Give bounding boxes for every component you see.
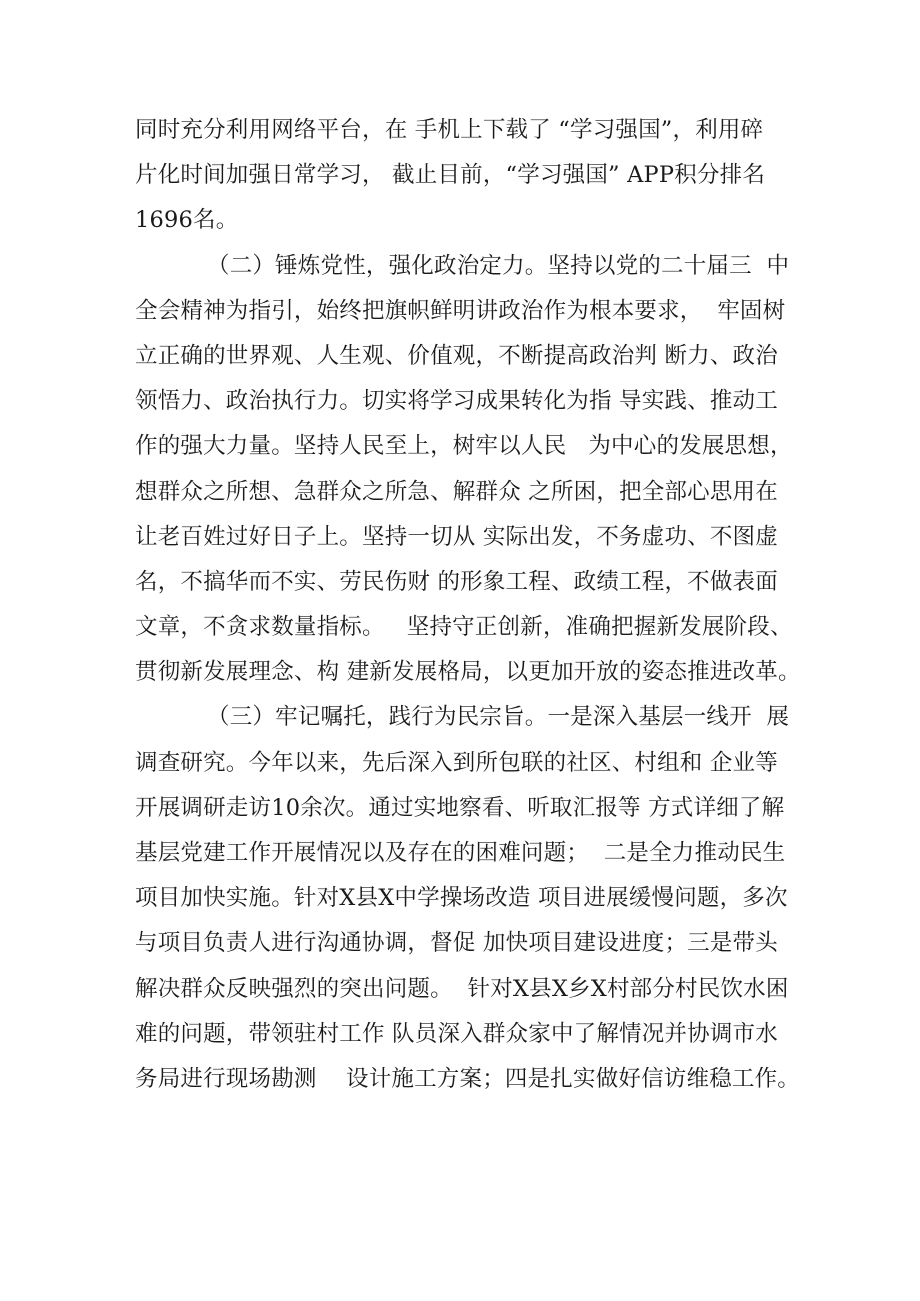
text-line: 项目加快实施。针对X县X中学操场改造 项目进展缓慢问题，多次 (135, 885, 788, 912)
text-line: 立正确的世界观、人生观、价值观，不断提高政治判 断力、政治 (135, 342, 778, 369)
text-line: 贯彻新发展理念、构 建新发展格局，以更加开放的姿态推进改革。 (135, 659, 801, 686)
text-line: 与项目负责人进行沟通协调，督促 加快项目建设进度；三是带头 (135, 930, 778, 957)
text-line: 名，不搞华而不实、劳民伤财 的形象工程、政绩工程，不做表面 (135, 568, 778, 595)
section-heading-line: （二）锤炼党性，强化政治定力。坚持以党的二十届三 中 (207, 252, 790, 279)
text-line: 开展调研走访10余次。通过实地察看、听取汇报等 方式详细了解 (135, 794, 785, 821)
text-line: 务局进行现场勘测 设计施工方案；四是扎实做好信访维稳工作。 (135, 1065, 801, 1092)
text-line: 作的强大力量。坚持人民至上，树牢以人民 为中心的发展思想， (135, 433, 793, 460)
text-line: 基层党建工作开展情况以及存在的困难问题； 二是全力推动民生 (135, 840, 786, 866)
body-text (135, 108, 825, 1102)
text-line: 领悟力、政治执行力。切实将学习成果转化为指 导实践、推动工 (135, 388, 778, 415)
text-line: 让老百姓过好日子上。坚持一切从 实际出发，不务虚功、不图虚 (135, 523, 778, 550)
text-line: 片化时间加强日常学习， 截止目前，“学习强国” APP积分排名 (135, 162, 766, 189)
text-line: 解决群众反映强烈的突出问题。 针对X县X乡X村部分村民饮水困 (135, 975, 789, 1002)
text-line: 文章，不贪求数量指标。 坚持守正创新，准确把握新发展阶段、 (135, 614, 793, 641)
text-line: 想群众之所想、急群众之所急、解群众 之所困，把全部心思用在 (135, 478, 778, 505)
text-line: 调查研究。今年以来，先后深入到所包联的社区、村组和 企业等 (135, 749, 778, 776)
text-line: 1696名。 (135, 207, 239, 234)
text-line: 难的问题，带领驻村工作 队员深入群众家中了解情况并协调市水 (135, 1020, 778, 1047)
section-heading-line: （三）牢记嘱托，践行为民宗旨。一是深入基层一线开 展 (207, 704, 790, 731)
text-line: 全会精神为指引，始终把旗帜鲜明讲政治作为根本要求， 牢固树 (135, 297, 786, 324)
text-line: 同时充分利用网络平台，在 手机上下载了 “学习强国”，利用碎 (135, 117, 764, 143)
